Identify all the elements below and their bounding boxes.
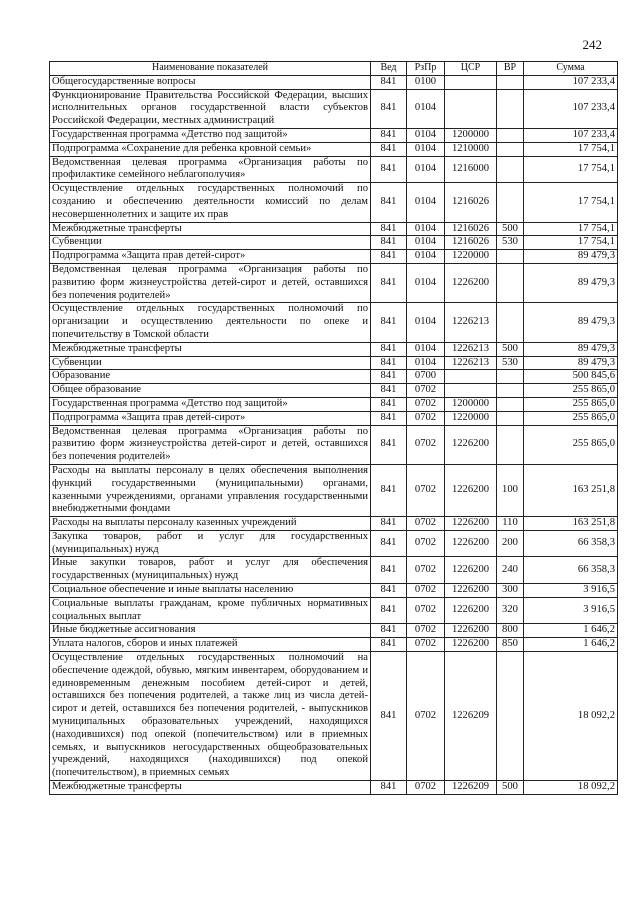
table-row bbox=[50, 397, 618, 411]
column-header-rzpr: РзПр bbox=[407, 62, 445, 76]
row-sum-cell: 255 865,0 bbox=[524, 411, 618, 425]
row-ved-cell: 841 bbox=[371, 411, 407, 425]
row-ved-cell: 841 bbox=[371, 263, 407, 302]
row-ved-cell: 841 bbox=[371, 342, 407, 356]
table-body bbox=[50, 75, 618, 794]
row-rzpr-cell: 0700 bbox=[407, 370, 445, 384]
row-name-cell: Закупка товаров, работ и услуг для государственных (муниципальных) нужд bbox=[50, 530, 371, 557]
row-ved-cell: 841 bbox=[371, 89, 407, 128]
row-csr-cell: 1226200 bbox=[445, 584, 497, 598]
table-row bbox=[50, 183, 618, 222]
table-row bbox=[50, 342, 618, 356]
row-csr-cell: 1226200 bbox=[445, 425, 497, 464]
row-csr-cell: 1226200 bbox=[445, 597, 497, 624]
row-ved-cell: 841 bbox=[371, 530, 407, 557]
row-vr-cell: 110 bbox=[497, 517, 524, 531]
row-ved-cell: 841 bbox=[371, 183, 407, 222]
table-row bbox=[50, 89, 618, 128]
row-vr-cell bbox=[497, 89, 524, 128]
row-name-cell: Межбюджетные трансферты bbox=[50, 781, 371, 795]
row-name-cell: Государственная программа «Детство под защитой» bbox=[50, 397, 371, 411]
row-vr-cell bbox=[497, 425, 524, 464]
row-name-cell: Общегосударственные вопросы bbox=[50, 75, 371, 89]
row-ved-cell: 841 bbox=[371, 356, 407, 370]
row-vr-cell: 850 bbox=[497, 638, 524, 652]
row-vr-cell bbox=[497, 370, 524, 384]
row-ved-cell: 841 bbox=[371, 781, 407, 795]
table-row bbox=[50, 652, 618, 781]
row-rzpr-cell: 0104 bbox=[407, 222, 445, 236]
row-csr-cell: 1200000 bbox=[445, 128, 497, 142]
row-vr-cell: 100 bbox=[497, 464, 524, 516]
row-csr-cell: 1216026 bbox=[445, 236, 497, 250]
table-row bbox=[50, 370, 618, 384]
row-csr-cell bbox=[445, 75, 497, 89]
page-number: 242 bbox=[582, 37, 602, 52]
row-ved-cell: 841 bbox=[371, 517, 407, 531]
row-name-cell: Социальное обеспечение и иные выплаты населению bbox=[50, 584, 371, 598]
row-rzpr-cell: 0702 bbox=[407, 464, 445, 516]
table-row bbox=[50, 156, 618, 183]
row-name-cell: Государственная программа «Детство под защитой» bbox=[50, 128, 371, 142]
row-csr-cell: 1226200 bbox=[445, 263, 497, 302]
row-vr-cell bbox=[497, 652, 524, 781]
column-header-csr: ЦСР bbox=[445, 62, 497, 76]
row-ved-cell: 841 bbox=[371, 624, 407, 638]
row-sum-cell: 1 646,2 bbox=[524, 638, 618, 652]
table-row bbox=[50, 303, 618, 342]
row-name-cell: Функционирование Правительства Российской Федерации, высших исполнительных органов государственной власти субъектов Российской Федерации, местных администраций bbox=[50, 89, 371, 128]
row-rzpr-cell: 0104 bbox=[407, 303, 445, 342]
row-vr-cell: 530 bbox=[497, 356, 524, 370]
row-rzpr-cell: 0104 bbox=[407, 250, 445, 264]
row-csr-cell: 1226209 bbox=[445, 781, 497, 795]
row-ved-cell: 841 bbox=[371, 222, 407, 236]
row-name-cell: Субвенции bbox=[50, 356, 371, 370]
row-vr-cell bbox=[497, 75, 524, 89]
row-sum-cell: 66 358,3 bbox=[524, 557, 618, 584]
row-rzpr-cell: 0702 bbox=[407, 384, 445, 398]
row-name-cell: Межбюджетные трансферты bbox=[50, 222, 371, 236]
row-vr-cell bbox=[497, 397, 524, 411]
row-rzpr-cell: 0104 bbox=[407, 89, 445, 128]
row-rzpr-cell: 0104 bbox=[407, 342, 445, 356]
row-csr-cell: 1226213 bbox=[445, 356, 497, 370]
row-sum-cell: 255 865,0 bbox=[524, 384, 618, 398]
row-sum-cell: 1 646,2 bbox=[524, 624, 618, 638]
row-name-cell: Расходы на выплаты персоналу казенных учреждений bbox=[50, 517, 371, 531]
row-rzpr-cell: 0702 bbox=[407, 584, 445, 598]
row-name-cell: Иные бюджетные ассигнования bbox=[50, 624, 371, 638]
row-vr-cell bbox=[497, 263, 524, 302]
row-sum-cell: 17 754,1 bbox=[524, 142, 618, 156]
row-sum-cell: 66 358,3 bbox=[524, 530, 618, 557]
row-sum-cell: 107 233,4 bbox=[524, 75, 618, 89]
row-ved-cell: 841 bbox=[371, 557, 407, 584]
table-row bbox=[50, 75, 618, 89]
row-rzpr-cell: 0702 bbox=[407, 411, 445, 425]
row-sum-cell: 255 865,0 bbox=[524, 397, 618, 411]
budget-table bbox=[49, 61, 618, 795]
row-ved-cell: 841 bbox=[371, 464, 407, 516]
row-csr-cell: 1226200 bbox=[445, 624, 497, 638]
table-row bbox=[50, 638, 618, 652]
row-name-cell: Осуществление отдельных государственных полномочий на обеспечение одеждой, обувью, мягким инвентарем, оборудованием и единовременным денежным пособием детей-сирот и детей, оставшихся без попечения родителей, а также лиц из числа детей-сирот и детей, оставшихся без попечения родителей, - выпускников муниципальных образовательных учреждений, находящихся (находившихся) под опекой (попечительством) или в приемных семьях, и выпускников негосударственных общеобразовательных учреждений, находящихся (находившихся) под опекой (попечительством), в приемных семьях bbox=[50, 652, 371, 781]
row-csr-cell bbox=[445, 89, 497, 128]
row-vr-cell bbox=[497, 411, 524, 425]
row-ved-cell: 841 bbox=[371, 250, 407, 264]
row-rzpr-cell: 0702 bbox=[407, 597, 445, 624]
row-sum-cell: 17 754,1 bbox=[524, 183, 618, 222]
row-name-cell: Подпрограмма «Сохранение для ребенка кровной семьи» bbox=[50, 142, 371, 156]
table-row bbox=[50, 597, 618, 624]
row-rzpr-cell: 0702 bbox=[407, 638, 445, 652]
row-ved-cell: 841 bbox=[371, 156, 407, 183]
row-rzpr-cell: 0702 bbox=[407, 624, 445, 638]
row-name-cell: Осуществление отдельных государственных полномочий по созданию и обеспечению деятельности комиссий по делам несовершеннолетних и защите их прав bbox=[50, 183, 371, 222]
row-csr-cell: 1226200 bbox=[445, 517, 497, 531]
row-csr-cell: 1216000 bbox=[445, 156, 497, 183]
row-sum-cell: 107 233,4 bbox=[524, 89, 618, 128]
table-row bbox=[50, 557, 618, 584]
row-vr-cell bbox=[497, 128, 524, 142]
row-ved-cell: 841 bbox=[371, 652, 407, 781]
row-vr-cell bbox=[497, 183, 524, 222]
row-name-cell: Образование bbox=[50, 370, 371, 384]
row-sum-cell: 3 916,5 bbox=[524, 584, 618, 598]
row-sum-cell: 17 754,1 bbox=[524, 236, 618, 250]
row-rzpr-cell: 0702 bbox=[407, 557, 445, 584]
row-name-cell: Осуществление отдельных государственных полномочий по организации и осуществлению деятельности по опеке и попечительству в Томской области bbox=[50, 303, 371, 342]
row-vr-cell: 500 bbox=[497, 342, 524, 356]
row-sum-cell: 17 754,1 bbox=[524, 156, 618, 183]
table-row bbox=[50, 464, 618, 516]
row-csr-cell: 1226200 bbox=[445, 638, 497, 652]
row-name-cell: Подпрограмма «Защита прав детей-сирот» bbox=[50, 411, 371, 425]
table-row bbox=[50, 250, 618, 264]
row-ved-cell: 841 bbox=[371, 303, 407, 342]
row-vr-cell bbox=[497, 303, 524, 342]
row-vr-cell: 500 bbox=[497, 781, 524, 795]
row-csr-cell: 1226200 bbox=[445, 530, 497, 557]
row-vr-cell: 800 bbox=[497, 624, 524, 638]
row-csr-cell: 1216026 bbox=[445, 183, 497, 222]
row-csr-cell: 1200000 bbox=[445, 397, 497, 411]
row-ved-cell: 841 bbox=[371, 597, 407, 624]
row-sum-cell: 89 479,3 bbox=[524, 356, 618, 370]
table-row bbox=[50, 517, 618, 531]
row-vr-cell bbox=[497, 384, 524, 398]
table-row bbox=[50, 425, 618, 464]
row-csr-cell: 1226213 bbox=[445, 342, 497, 356]
row-vr-cell: 320 bbox=[497, 597, 524, 624]
row-ved-cell: 841 bbox=[371, 425, 407, 464]
table-row bbox=[50, 584, 618, 598]
row-sum-cell: 18 092,2 bbox=[524, 652, 618, 781]
row-rzpr-cell: 0702 bbox=[407, 530, 445, 557]
row-ved-cell: 841 bbox=[371, 584, 407, 598]
row-name-cell: Ведомственная целевая программа «Организация работы по профилактике семейного неблагополучия» bbox=[50, 156, 371, 183]
row-ved-cell: 841 bbox=[371, 142, 407, 156]
row-name-cell: Ведомственная целевая программа «Организация работы по развитию форм жизнеустройства детей-сирот и детей, оставшихся без попечения родителей» bbox=[50, 263, 371, 302]
row-sum-cell: 255 865,0 bbox=[524, 425, 618, 464]
table-row bbox=[50, 128, 618, 142]
table-row bbox=[50, 236, 618, 250]
row-csr-cell bbox=[445, 370, 497, 384]
table-row bbox=[50, 411, 618, 425]
row-rzpr-cell: 0104 bbox=[407, 236, 445, 250]
row-rzpr-cell: 0702 bbox=[407, 781, 445, 795]
table-row bbox=[50, 384, 618, 398]
row-csr-cell: 1216026 bbox=[445, 222, 497, 236]
table-row bbox=[50, 222, 618, 236]
row-rzpr-cell: 0104 bbox=[407, 356, 445, 370]
row-sum-cell: 163 251,8 bbox=[524, 517, 618, 531]
row-sum-cell: 3 916,5 bbox=[524, 597, 618, 624]
row-vr-cell: 530 bbox=[497, 236, 524, 250]
row-rzpr-cell: 0702 bbox=[407, 517, 445, 531]
row-sum-cell: 17 754,1 bbox=[524, 222, 618, 236]
row-ved-cell: 841 bbox=[371, 75, 407, 89]
row-rzpr-cell: 0100 bbox=[407, 75, 445, 89]
row-vr-cell bbox=[497, 142, 524, 156]
row-vr-cell: 300 bbox=[497, 584, 524, 598]
row-vr-cell bbox=[497, 156, 524, 183]
row-csr-cell bbox=[445, 384, 497, 398]
row-sum-cell: 500 845,6 bbox=[524, 370, 618, 384]
row-sum-cell: 89 479,3 bbox=[524, 250, 618, 264]
row-csr-cell: 1220000 bbox=[445, 411, 497, 425]
table-row bbox=[50, 530, 618, 557]
row-rzpr-cell: 0104 bbox=[407, 142, 445, 156]
row-ved-cell: 841 bbox=[371, 128, 407, 142]
row-name-cell: Межбюджетные трансферты bbox=[50, 342, 371, 356]
row-sum-cell: 163 251,8 bbox=[524, 464, 618, 516]
row-rzpr-cell: 0104 bbox=[407, 183, 445, 222]
column-header-vr: ВР bbox=[497, 62, 524, 76]
column-header-ved: Вед bbox=[371, 62, 407, 76]
row-ved-cell: 841 bbox=[371, 370, 407, 384]
row-name-cell: Расходы на выплаты персоналу в целях обеспечения выполнения функций государственными (муниципальными) органами, казенными учреждениями, органами управления государственными внебюджетными фондами bbox=[50, 464, 371, 516]
row-name-cell: Подпрограмма «Защита прав детей-сирот» bbox=[50, 250, 371, 264]
row-rzpr-cell: 0702 bbox=[407, 652, 445, 781]
table-row bbox=[50, 142, 618, 156]
row-rzpr-cell: 0702 bbox=[407, 425, 445, 464]
row-csr-cell: 1220000 bbox=[445, 250, 497, 264]
row-sum-cell: 89 479,3 bbox=[524, 303, 618, 342]
table-row bbox=[50, 263, 618, 302]
row-csr-cell: 1226200 bbox=[445, 464, 497, 516]
row-name-cell: Субвенции bbox=[50, 236, 371, 250]
row-rzpr-cell: 0104 bbox=[407, 128, 445, 142]
row-sum-cell: 89 479,3 bbox=[524, 342, 618, 356]
row-sum-cell: 107 233,4 bbox=[524, 128, 618, 142]
row-csr-cell: 1226213 bbox=[445, 303, 497, 342]
row-rzpr-cell: 0104 bbox=[407, 263, 445, 302]
row-vr-cell: 240 bbox=[497, 557, 524, 584]
row-ved-cell: 841 bbox=[371, 397, 407, 411]
row-sum-cell: 18 092,2 bbox=[524, 781, 618, 795]
column-header-name: Наименование показателей bbox=[50, 62, 371, 76]
row-name-cell: Социальные выплаты гражданам, кроме публичных нормативных социальных выплат bbox=[50, 597, 371, 624]
row-vr-cell: 500 bbox=[497, 222, 524, 236]
row-csr-cell: 1226200 bbox=[445, 557, 497, 584]
row-ved-cell: 841 bbox=[371, 384, 407, 398]
row-rzpr-cell: 0104 bbox=[407, 156, 445, 183]
row-rzpr-cell: 0702 bbox=[407, 397, 445, 411]
row-vr-cell bbox=[497, 250, 524, 264]
row-ved-cell: 841 bbox=[371, 236, 407, 250]
table-row bbox=[50, 781, 618, 795]
table-header-row bbox=[50, 62, 618, 76]
row-name-cell: Ведомственная целевая программа «Организация работы по развитию форм жизнеустройства детей-сирот и детей, оставшихся без попечения родителей» bbox=[50, 425, 371, 464]
row-ved-cell: 841 bbox=[371, 638, 407, 652]
row-csr-cell: 1210000 bbox=[445, 142, 497, 156]
row-name-cell: Иные закупки товаров, работ и услуг для обеспечения государственных (муниципальных) нужд bbox=[50, 557, 371, 584]
row-name-cell: Уплата налогов, сборов и иных платежей bbox=[50, 638, 371, 652]
row-vr-cell: 200 bbox=[497, 530, 524, 557]
row-sum-cell: 89 479,3 bbox=[524, 263, 618, 302]
row-name-cell: Общее образование bbox=[50, 384, 371, 398]
table-row bbox=[50, 624, 618, 638]
table-row bbox=[50, 356, 618, 370]
column-header-sum: Сумма bbox=[524, 62, 618, 76]
row-csr-cell: 1226209 bbox=[445, 652, 497, 781]
